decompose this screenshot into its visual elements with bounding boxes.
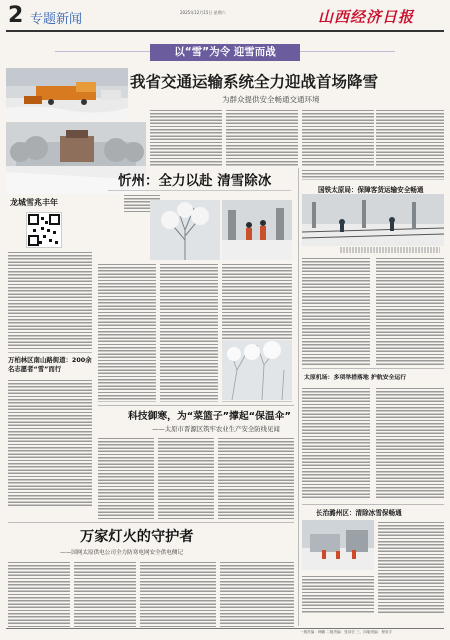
xinzhou-title-box [108, 168, 291, 191]
wanjia-body-col-4 [220, 560, 294, 628]
keji-body-col-3 [218, 436, 294, 520]
lead-body-col-2 [226, 108, 298, 166]
xinzhou-photo-tree [150, 200, 220, 260]
lead-headline: 我省交通运输系统全力迎战首场降雪 [130, 73, 379, 91]
guotie-body-col-1 [302, 256, 370, 366]
airport-body-col-1 [302, 386, 370, 498]
guotie-body-col-2 [376, 256, 444, 366]
lead-body-col-3 [302, 108, 374, 166]
qr-caption-text [8, 250, 92, 350]
wanjia-body-col-2 [74, 560, 136, 628]
airport-top-rule [302, 368, 444, 369]
keji-top-rule [98, 405, 294, 406]
masthead-logo: 山西经济日报 [318, 8, 415, 26]
wanbailin-title: 万柏林区南山路街道：200余名志愿者“雪”而行 [8, 356, 92, 373]
xinzhou-body-col-2 [160, 262, 218, 402]
keji-subtitle: ——太原市晋源区筑牢农业生产安全防线见闻 [152, 425, 280, 433]
changzhi-photo [302, 520, 374, 570]
wanjia-top-rule [8, 522, 294, 523]
guotie-title: 国铁太原局：保障客货运输安全畅通 [318, 186, 424, 194]
page-number: 2 [8, 3, 24, 28]
changzhi-body-col-1 [302, 574, 374, 614]
xinzhou-title: 忻州：全力以赴 清雪除冰 [118, 173, 272, 189]
guotie-photo-caption [340, 247, 440, 253]
wanjia-body-col-1 [8, 560, 70, 628]
left-divider [8, 352, 92, 353]
header-rule [6, 30, 444, 32]
airport-body-col-2 [376, 386, 444, 498]
banner-text: 以“雪”为令 迎雪而战 [174, 46, 276, 58]
footer-rule [6, 628, 444, 629]
date-line: 2025年12月15日 星期六 [180, 10, 226, 15]
xinzhou-photo-workers [222, 200, 292, 260]
wanjia-title: 万家灯火的守护者 [80, 529, 194, 545]
changzhi-title: 长治潞州区：清除冰雪保畅通 [316, 509, 402, 517]
xinzhou-photo-frost [222, 340, 292, 400]
section-title: 专题新闻 [30, 12, 83, 27]
lead-subheadline: 为群众提供安全畅通交通环境 [222, 95, 320, 104]
keji-body-col-1 [98, 436, 154, 520]
footer-editors: 一版责编：韩鹏 二版责编：张泽宏 三、四版美编：程泉宇 [300, 630, 393, 634]
qr-section-title: 龙城雪兆丰年 [10, 198, 58, 207]
wanbailin-body [8, 378, 92, 508]
qr-code[interactable] [26, 212, 62, 248]
lead-body-col-4 [376, 108, 444, 166]
wanjia-body-col-3 [140, 560, 216, 628]
keji-title: 科技御寒，为“菜篮子”撑起“保温伞” [128, 411, 291, 422]
changzhi-body-col-2 [378, 520, 444, 614]
airport-title: 太原机场：多项举措落地 护航安全运行 [304, 375, 407, 381]
guotie-photo [302, 194, 444, 246]
lead-photo-snowplow [6, 68, 128, 120]
changzhi-top-rule [302, 504, 444, 505]
xinzhou-body-col-1 [98, 262, 156, 402]
wanjia-subtitle: ——国网太原供电公司全力防寒电网安全供电侧记 [60, 550, 184, 556]
keji-body-col-2 [158, 436, 214, 520]
page-header [0, 0, 450, 38]
lead-continued-text [302, 168, 444, 180]
banner [0, 42, 450, 64]
lead-body-col-1 [150, 108, 222, 166]
right-column-rule [298, 168, 299, 626]
